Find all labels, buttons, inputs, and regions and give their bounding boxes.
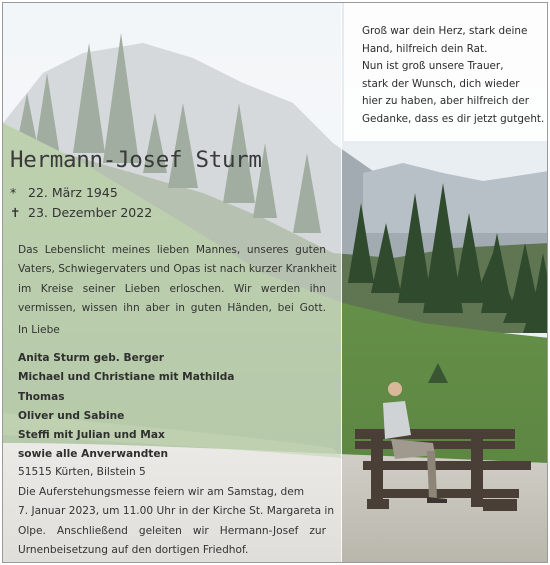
- announcement-line: Das Lebenslicht meines lieben Mannes, unseres guten: [18, 244, 326, 256]
- signer: Oliver und Sabine: [18, 409, 125, 422]
- service-line: Urnenbeisetzung auf den dortigen Friedhof.: [18, 544, 249, 557]
- signer: Anita Sturm geb. Berger: [18, 352, 165, 364]
- announcement-line: im Kreise seiner Lieben erloschen. Wir werden ihn: [18, 282, 326, 295]
- poem-line: stark der Wunsch, dich wieder: [362, 77, 520, 90]
- birth-star-icon: *: [10, 185, 17, 200]
- announcement-text: [18, 241, 337, 319]
- poem: [362, 23, 547, 129]
- service-line: Die Auferstehungsmesse feiern wir am Samstag, dem: [18, 486, 305, 498]
- cross-icon: ✝: [10, 205, 21, 220]
- service-line: Olpe. Anschließend geleiten wir Hermann-Josef zur: [18, 524, 326, 537]
- deceased-name: Hermann-Josef Sturm: [10, 147, 262, 173]
- poem-line: Groß war dein Herz, stark deine: [362, 25, 528, 37]
- panel-divider: [341, 3, 342, 563]
- poem-line: Gedanke, dass es dir jetzt gutgeht.: [362, 112, 545, 125]
- signer: Michael und Christiane mit Mathilda: [18, 371, 235, 384]
- announcement-line: vermissen, wissen ihn aber in guten Händen, bei Gott.: [18, 302, 326, 315]
- poem-line: hier zu haben, aber hilfreich der: [362, 95, 530, 108]
- announcement-line: Vaters, Schwiegervaters und Opas ist nach kurzer Krankheit: [18, 263, 337, 276]
- death-date: 23. Dezember 2022: [28, 205, 153, 220]
- life-dates: [10, 183, 152, 223]
- service-line: 7. Januar 2023, um 11.00 Uhr in der Kirche St. Margareta in: [18, 505, 335, 518]
- service-info: [18, 483, 335, 561]
- poem-line: Hand, hilfreich dein Rat.: [362, 42, 488, 55]
- birth-date: 22. März 1945: [28, 185, 118, 200]
- signer: sowie alle Anverwandten: [18, 448, 169, 461]
- signer: Steffi mit Julian und Max: [18, 429, 165, 442]
- obituary-card: [2, 2, 548, 563]
- birth-date-row: [10, 183, 152, 203]
- signer: Thomas: [18, 390, 65, 403]
- address: 51515 Kürten, Bilstein 5: [18, 466, 146, 478]
- poem-line: Nun ist groß unsere Trauer,: [362, 60, 504, 73]
- signers-list: [18, 349, 234, 465]
- death-date-row: [10, 203, 152, 223]
- closing-phrase: In Liebe: [18, 324, 60, 336]
